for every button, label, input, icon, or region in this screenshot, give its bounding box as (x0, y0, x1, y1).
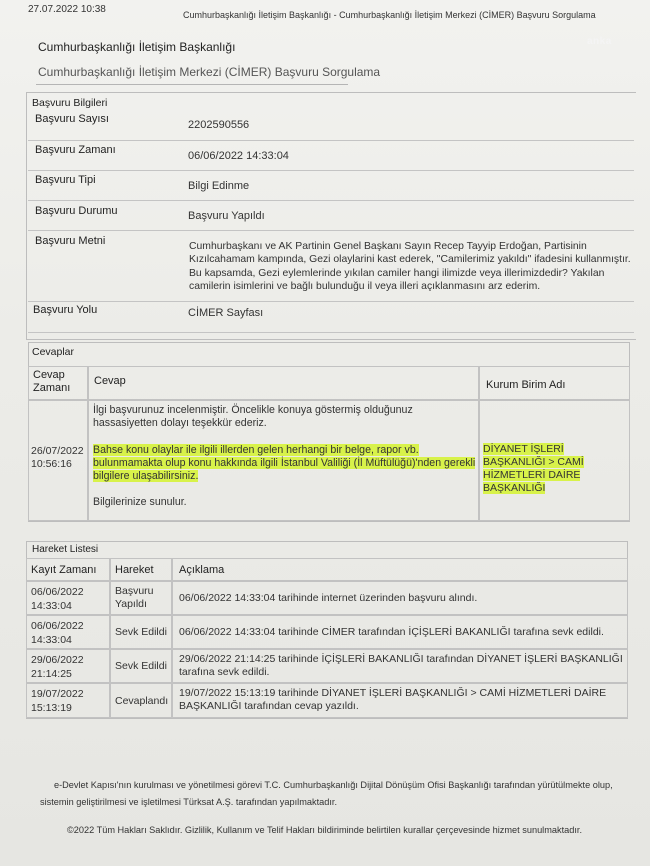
row-divider (28, 170, 634, 171)
history-row-date: 06/06/2022 (31, 586, 84, 598)
history-header-time: Kayıt Zamanı (31, 564, 97, 576)
history-row-action-cell (110, 683, 172, 718)
page-subtitle: Cumhurbaşkanlığı İletişim Merkezi (CİMER) Başvuru Sorgulama (38, 65, 381, 79)
history-header-action: Hareket (115, 564, 154, 576)
application-section-title: Başvuru Bilgileri (32, 97, 108, 109)
history-row-desc: 06/06/2022 14:33:04 tarihinde CİMER tarafından İÇİŞLERİ BAKANLIĞI tarafına sevk edildi. (179, 626, 604, 638)
history-row-time: 15:13:19 (31, 702, 72, 714)
answer-paragraph-highlighted: Bahse konu olaylar ile ilgili illerden gelen herhangi bir belge, rapor vb. bulunmamakta olup konu hakkında ilgili İstanbul Valiliği (İl Müftülüğü)'nden gerekli bilgilere ulaşabilirsiniz. (93, 443, 476, 483)
answers-header-time: Cevap Zamanı (33, 369, 71, 394)
field-value-application-time: 06/06/2022 14:33:04 (188, 150, 289, 162)
history-header-action-cell (110, 558, 172, 581)
field-value-application-status: Başvuru Yapıldı (188, 210, 265, 222)
table-row (26, 581, 110, 615)
answer-unit-wrap (483, 443, 623, 495)
field-label-application-time: Başvuru Zamanı (35, 144, 116, 156)
answers-header-unit-cell (479, 366, 630, 400)
history-row-date: 29/06/2022 (31, 654, 84, 666)
table-row (26, 615, 110, 649)
history-row-desc: 06/06/2022 14:33:04 tarihinde internet üzerinden başvuru alındı. (179, 592, 478, 604)
print-timestamp: 27.07.2022 10:38 (28, 4, 106, 15)
anka-watermark-logo: anka (587, 36, 612, 47)
answer-text (93, 404, 478, 523)
history-row-action: Cevaplandı (115, 695, 169, 707)
field-value-application-channel: CİMER Sayfası (188, 307, 264, 319)
history-row-desc: 29/06/2022 21:14:25 tarihinde İÇİŞLERİ BAKANLIĞI tarafından DİYANET İŞLERİ BAŞKANLIĞI tarafına sevk edildi. (179, 653, 623, 678)
answers-header-answer-cell (88, 366, 479, 400)
history-header-time-cell (26, 558, 110, 581)
history-row-time: 14:33:04 (31, 634, 72, 646)
field-label-application-channel: Başvuru Yolu (33, 304, 98, 316)
field-value-application-type: Bilgi Edinme (188, 180, 250, 192)
answers-section-title: Cevaplar (32, 346, 75, 358)
answer-paragraph-intro: İlgi başvurunuz incelenmiştir. Öncelikle konuya göstermiş olduğunuz hassasiyetten dolayı teşekkür ederiz. (93, 404, 413, 430)
history-row-date: 19/07/2022 (31, 688, 84, 700)
history-row-desc-cell (172, 581, 628, 615)
field-label-application-text: Başvuru Metni (35, 235, 106, 247)
footer-line-2: sistemin geliştirilmesi ve işletilmesi Türksat A.Ş. tarafından yapılmaktadır. (40, 797, 337, 807)
table-row (26, 683, 110, 718)
history-row-time: 14:33:04 (31, 600, 72, 612)
answer-paragraph-closing: Bilgilerinize sunulur. (93, 496, 187, 509)
history-row-action-cell (110, 581, 172, 615)
field-label-application-number: Başvuru Sayısı (35, 113, 109, 125)
field-value-application-number: 2202590556 (188, 119, 250, 131)
history-row-desc-cell (172, 615, 628, 649)
field-label-application-status: Başvuru Durumu (35, 205, 118, 217)
history-row-date: 06/06/2022 (31, 620, 84, 632)
history-row-desc-cell (172, 683, 628, 718)
answer-time: 10:56:16 (31, 458, 72, 470)
organization-name: Cumhurbaşkanlığı İletişim Başkanlığı (38, 40, 236, 54)
row-divider (28, 200, 634, 201)
row-divider (28, 332, 634, 333)
answers-header-time-cell (28, 366, 88, 400)
history-header-desc-cell (172, 558, 628, 581)
answer-date: 26/07/2022 (31, 445, 84, 457)
footer-line-1: e-Devlet Kapısı'nın kurulması ve yönetilmesi görevi T.C. Cumhurbaşkanlığı Dijital Dönüşüm Ofisi Başkanlığı tarafından yürütülmekte olup, (54, 780, 613, 790)
subtitle-underline (36, 84, 348, 85)
answers-header-answer: Cevap (94, 375, 126, 387)
footer-copyright: ©2022 Tüm Hakları Saklıdır. Gizlilik, Kullanım ve Telif Hakları bildiriminde belirtilen kurallar çerçevesinde hizmet sunulmaktadır. (67, 825, 583, 835)
history-section-title: Hareket Listesi (32, 544, 99, 555)
history-header-desc: Açıklama (179, 564, 225, 576)
row-divider (28, 301, 634, 302)
table-row (26, 649, 110, 683)
history-row-action: Başvuru Yapıldı (115, 585, 154, 610)
print-page-title: Cumhurbaşkanlığı İletişim Başkanlığı - Cumhurbaşkanlığı İletişim Merkezi (CİMER) Başvuru Sorgulama (183, 10, 596, 20)
history-row-action-cell (110, 649, 172, 683)
history-row-action: Sevk Edildi (115, 660, 167, 672)
answer-unit-name: DİYANET İŞLERİ BAŞKANLIĞI > CAMİ HİZMETLERİ DAİRE BAŞKANLIĞI (483, 443, 584, 494)
history-row-time: 21:14:25 (31, 668, 72, 680)
history-row-desc-cell (172, 649, 628, 683)
row-divider (28, 230, 634, 231)
history-row-action: Sevk Edildi (115, 626, 167, 638)
answers-header-unit: Kurum Birim Adı (486, 379, 566, 391)
history-row-desc: 19/07/2022 15:13:19 tarihinde DİYANET İŞLERİ BAŞKANLIĞI > CAMİ HİZMETLERİ DAİRE BAŞKANLIĞI tarafından cevap yazıldı. (179, 687, 607, 712)
field-label-application-type: Başvuru Tipi (35, 174, 96, 186)
field-value-application-text: Cumhurbaşkanı ve AK Partinin Genel Başkanı Sayın Recep Tayyip Erdoğan, Partisinin Kızılcahamam kampında, Gezi olaylarini kast ederek, "Camilerimiz yakıldı" ifadesini kullanmıştır. Bu kapsamda, Gezi eylemlerinde yıkılan camiler hangi ilimizde veya illerimizdedir? Yakılan camilerin isimlerini ve bağlı bulunduğu il veya illeri açıklanmasını arz ederim. (189, 241, 631, 293)
row-divider (28, 140, 634, 141)
history-row-action-cell (110, 615, 172, 649)
